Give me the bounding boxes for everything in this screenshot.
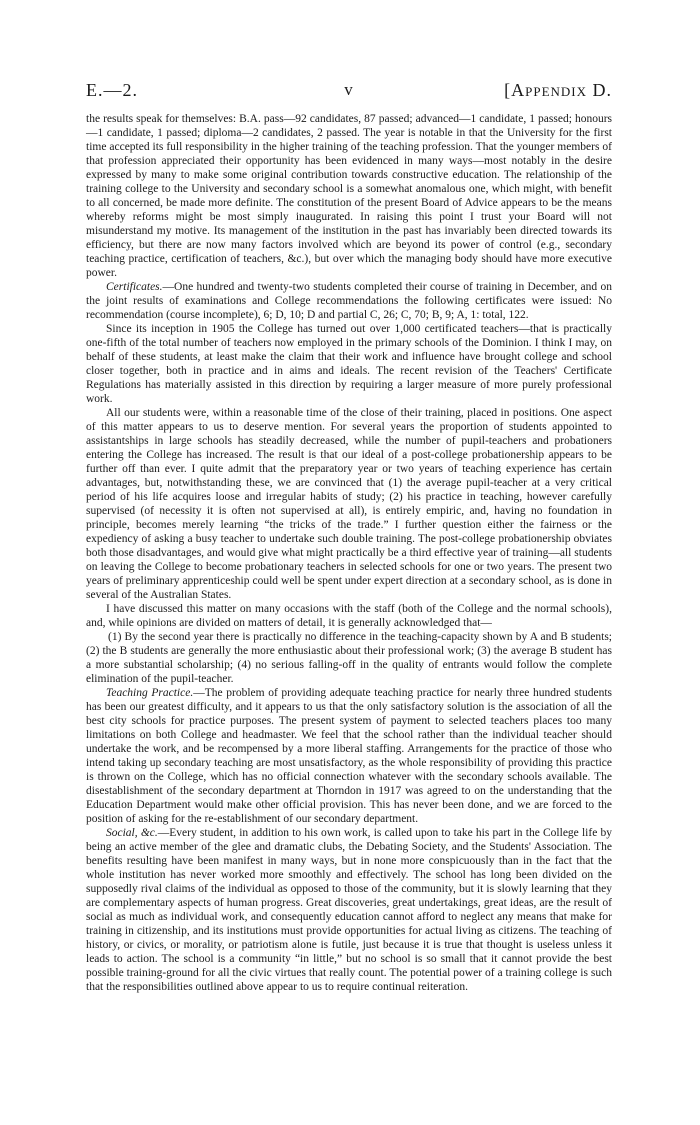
page-header [86,80,612,102]
paragraph-students-placement: All our students were, within a reasonable time of the close of their training, placed in positions. One aspect of this matter appears to us to deserve mention. For several years the proportion of students appointed to assistantships in large schools has steadily decreased, while the number of pupil-teachers and probationers entering the College has increased. The result is that our ideal of a post-college probationership appears to be further off than ever. I quite admit that the preparatory year or two years of teaching experience has certain advantages, but, notwithstanding these, we are convinced that (1) the average pupil-teacher at a very critical period of his life acquires loose and irregular habits of study; (2) his practice in teaching, however carefully supervised (of necessity it is often not supervised at all), is entirely empiric, and, having no foundation in principle, becomes merely learning “the tricks of the trade.” I further question either the fairness or the expediency of asking a busy teacher to undertake such double training. The post-college probationership obviates both those disadvantages, and would give what might practically be a third effective year of training—all students on leaving the College to become probationary teachers in selected schools for one or two years. The present two years of preliminary apprenticeship could well be spent under expert direction at a secondary school, as is done in several of the Australian States. [86,407,612,601]
paragraph-teaching-practice: Teaching Practice.—The problem of providing adequate teaching practice for nearly three hundred students has been our greatest difficulty, and it appears to us that the only satisfactory solution is the association of all the best city schools for practice purposes. The present system of payment to selected teachers places too many limitations on both College and headmaster. We feel that the school rather than the individual teacher should undertake the work, and be recompensed by a more liberal staffing. Arrangements for the practice of those who intend taking up secondary teaching are most unsatisfactory, as the whole responsibility of providing this practice is thrown on the College, which has no official connection whatever with the secondary schools available. The disestablishment of the secondary department at Thorndon in 1917 was agreed to on the understanding that the Education Department would make other official provision. This has never been done, and we are forced to the position of asking for the re-establishment of our secondary department. [86,687,612,825]
document-body [86,112,612,994]
section-heading-teaching-practice: Teaching Practice. [106,687,194,699]
appendix-label: [Appendix D. [504,80,612,100]
paragraph-inception: Since its inception in 1905 the College has turned out over 1,000 certificated teachers—that is practically one-fifth of the total number of teachers now employed in the primary schools of the Dominion. I think I may, on behalf of these students, at least make the claim that their work and influence have brought college and school closer together, both in practice and in aims and ideals. The recent revision of the Teachers' Certificate Regulations has materially assisted in this direction by requiring a larger measure of more purely professional work. [86,323,612,405]
document-reference: E.—2. [86,80,138,100]
section-heading-social: Social, &c. [106,827,158,839]
paragraph-certificates: Certificates.—One hundred and twenty-two students completed their course of training in December, and on the joint results of examinations and College recommendations the following certificates were issued: No recommendation (course incomplete), 6; D, 10; D and partial C, 26; C, 70; B, 9; A, 1: total, 122. [86,281,612,321]
paragraph-results: the results speak for themselves: B.A. pass—92 candidates, 87 passed; advanced—1 candidate, 1 passed; honours—1 candidate, 1 passed; diploma—2 candidates, 2 passed. The year is notable in that the University for the first time accepted its full responsibility in the higher training of the teaching profession. That the younger members of that profession appreciated their opportunity has been evidenced in many ways—most notably in the desire expressed by many to make some original contribution towards constructive education. The relationship of the training college to the University and secondary school is a somewhat anomalous one, which might, with benefit to all concerned, be made more definite. The constitution of the present Board of Advice appears to be the means whereby reforms might be most simply inaugurated. In raising this point I trust your Board will not misunderstand my motive. Its management of the institution in the past has invariably been directed towards its efficiency, but there are now many factors involved which are beyond its power of control (e.g., secondary teaching practice, certification of teachers, &c.), but over which the managing body should have more executive power. [86,113,612,279]
page-number: v [344,80,354,99]
section-heading-certificates: Certificates. [106,281,163,293]
paragraph-numbered-points: (1) By the second year there is practically no difference in the teaching-capacity shown by A and B students; (2) the B students are generally the more enthusiastic about their professional work; (3) the average B student has a more substantial scholarship; (4) no serious falling-off in the quality of entrants would follow the complete elimination of the pupil-teacher. [86,631,612,685]
paragraph-discussion: I have discussed this matter on many occasions with the staff (both of the College and the normal schools), and, while opinions are divided on matters of detail, it is generally acknowledged that— [86,603,612,629]
paragraph-social: Social, &c.—Every student, in addition to his own work, is called upon to take his part in the College life by being an active member of the glee and dramatic clubs, the Debating Society, and the Students' Association. The benefits resulting have been manifest in many ways, but in none more conspicuously than in the fact that the whole institution has never worked more smoothly and effectively. The school has long been divided on the supposedly rival claims of the individual as opposed to those of the community, but it is slowly learning that they are complementary aspects of human progress. Great discoveries, great undertakings, great ideas, are the result of social as much as individual work, and consequently education cannot afford to neglect any means that make for training in citizenship, and its institutions must provide opportunities for actual living as citizens. The teaching of history, or civics, or morality, or patriotism alone is futile, just because it is true that thought is useless unless it leads to action. The school is a community “in little,” but no school is so small that it cannot provide the best possible training-ground for all the civic virtues that really count. The potential power of a training college is such that the responsibilities outlined above appear to us to require continual reiteration. [86,827,612,993]
